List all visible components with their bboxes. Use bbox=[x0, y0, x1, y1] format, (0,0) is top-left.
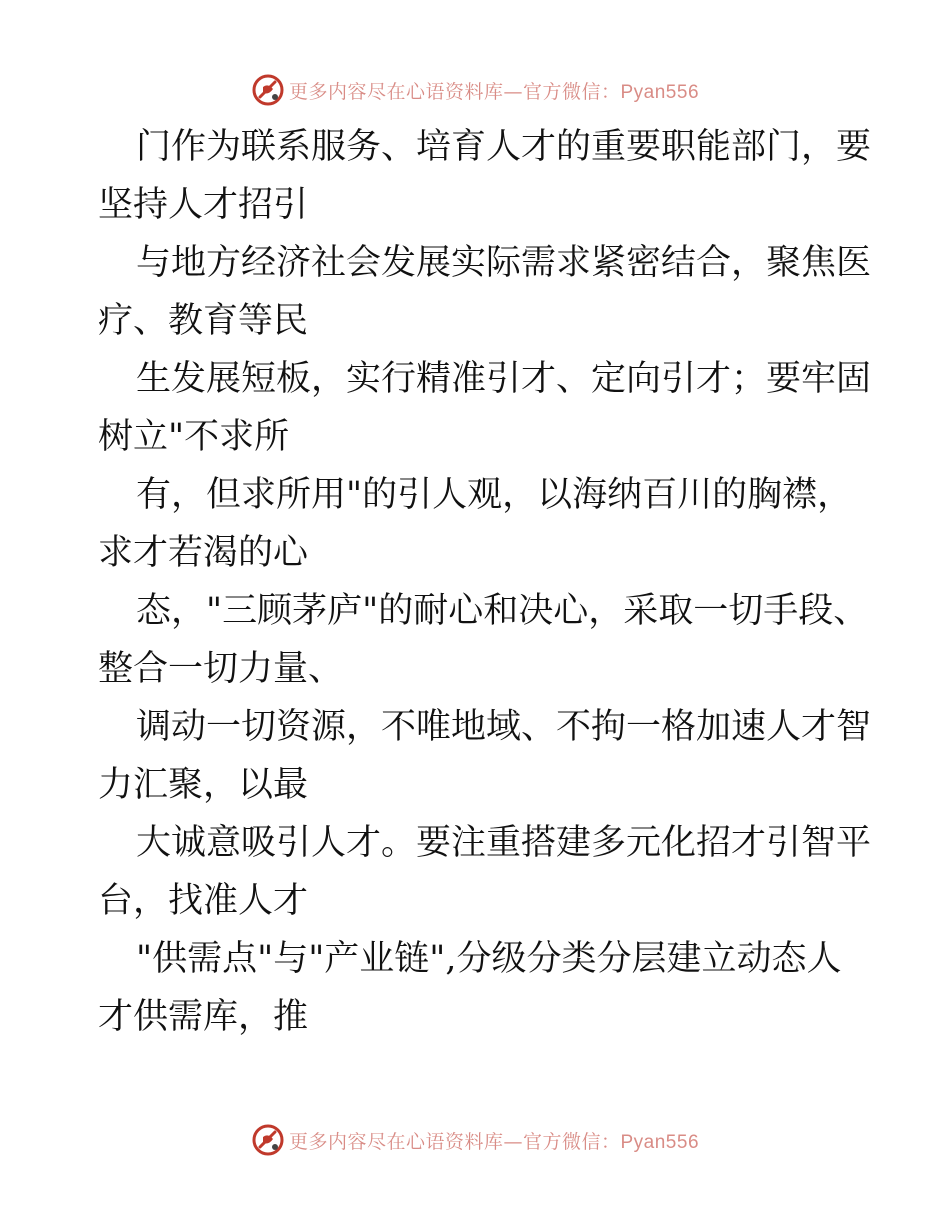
text-line: "供需点"与"产业链",分级分类分层建立动态人 bbox=[136, 939, 842, 979]
text-line: 门作为联系服务、培育人才的重要职能部门，要 bbox=[136, 127, 872, 167]
text-line: 整合一切力量、 bbox=[98, 649, 344, 689]
text-line: 有，但求所用"的引人观，以海纳百川的胸襟， bbox=[136, 475, 853, 515]
footer-banner-wechat-id: Pyan556 bbox=[620, 1131, 700, 1153]
header-banner bbox=[0, 70, 950, 110]
text-line: 坚持人才招引 bbox=[98, 185, 309, 225]
footer-banner-text bbox=[289, 1127, 699, 1154]
text-line: 树立"不求所 bbox=[98, 417, 290, 457]
text-line: 才供需库，推 bbox=[98, 997, 309, 1037]
text-line: 疗、教育等民 bbox=[98, 301, 309, 341]
text-line: 态，"三顾茅庐"的耐心和决心，采取一切手段、 bbox=[136, 591, 869, 631]
text-line: 与地方经济社会发展实际需求紧密结合，聚焦医 bbox=[136, 243, 872, 283]
text-line: 台，找准人才 bbox=[98, 881, 309, 921]
text-line: 调动一切资源，不唯地域、不拘一格加速人才智 bbox=[136, 707, 872, 747]
text-line: 生发展短板，实行精准引才、定向引才；要牢固 bbox=[136, 359, 872, 399]
header-banner-label: 更多内容尽在心语资料库—官方微信： bbox=[288, 80, 621, 103]
header-banner-wechat-id: Pyan556 bbox=[620, 81, 700, 103]
text-line: 求才若渴的心 bbox=[98, 533, 309, 573]
document-body bbox=[98, 118, 872, 1046]
footer-banner-label: 更多内容尽在心语资料库—官方微信： bbox=[288, 1130, 621, 1153]
brand-logo-icon bbox=[251, 1123, 285, 1157]
brand-logo-icon bbox=[251, 73, 285, 107]
footer-banner bbox=[0, 1120, 950, 1160]
text-line: 力汇聚，以最 bbox=[98, 765, 309, 805]
header-banner-text bbox=[289, 77, 699, 104]
text-line: 大诚意吸引人才。要注重搭建多元化招才引智平 bbox=[136, 823, 872, 863]
